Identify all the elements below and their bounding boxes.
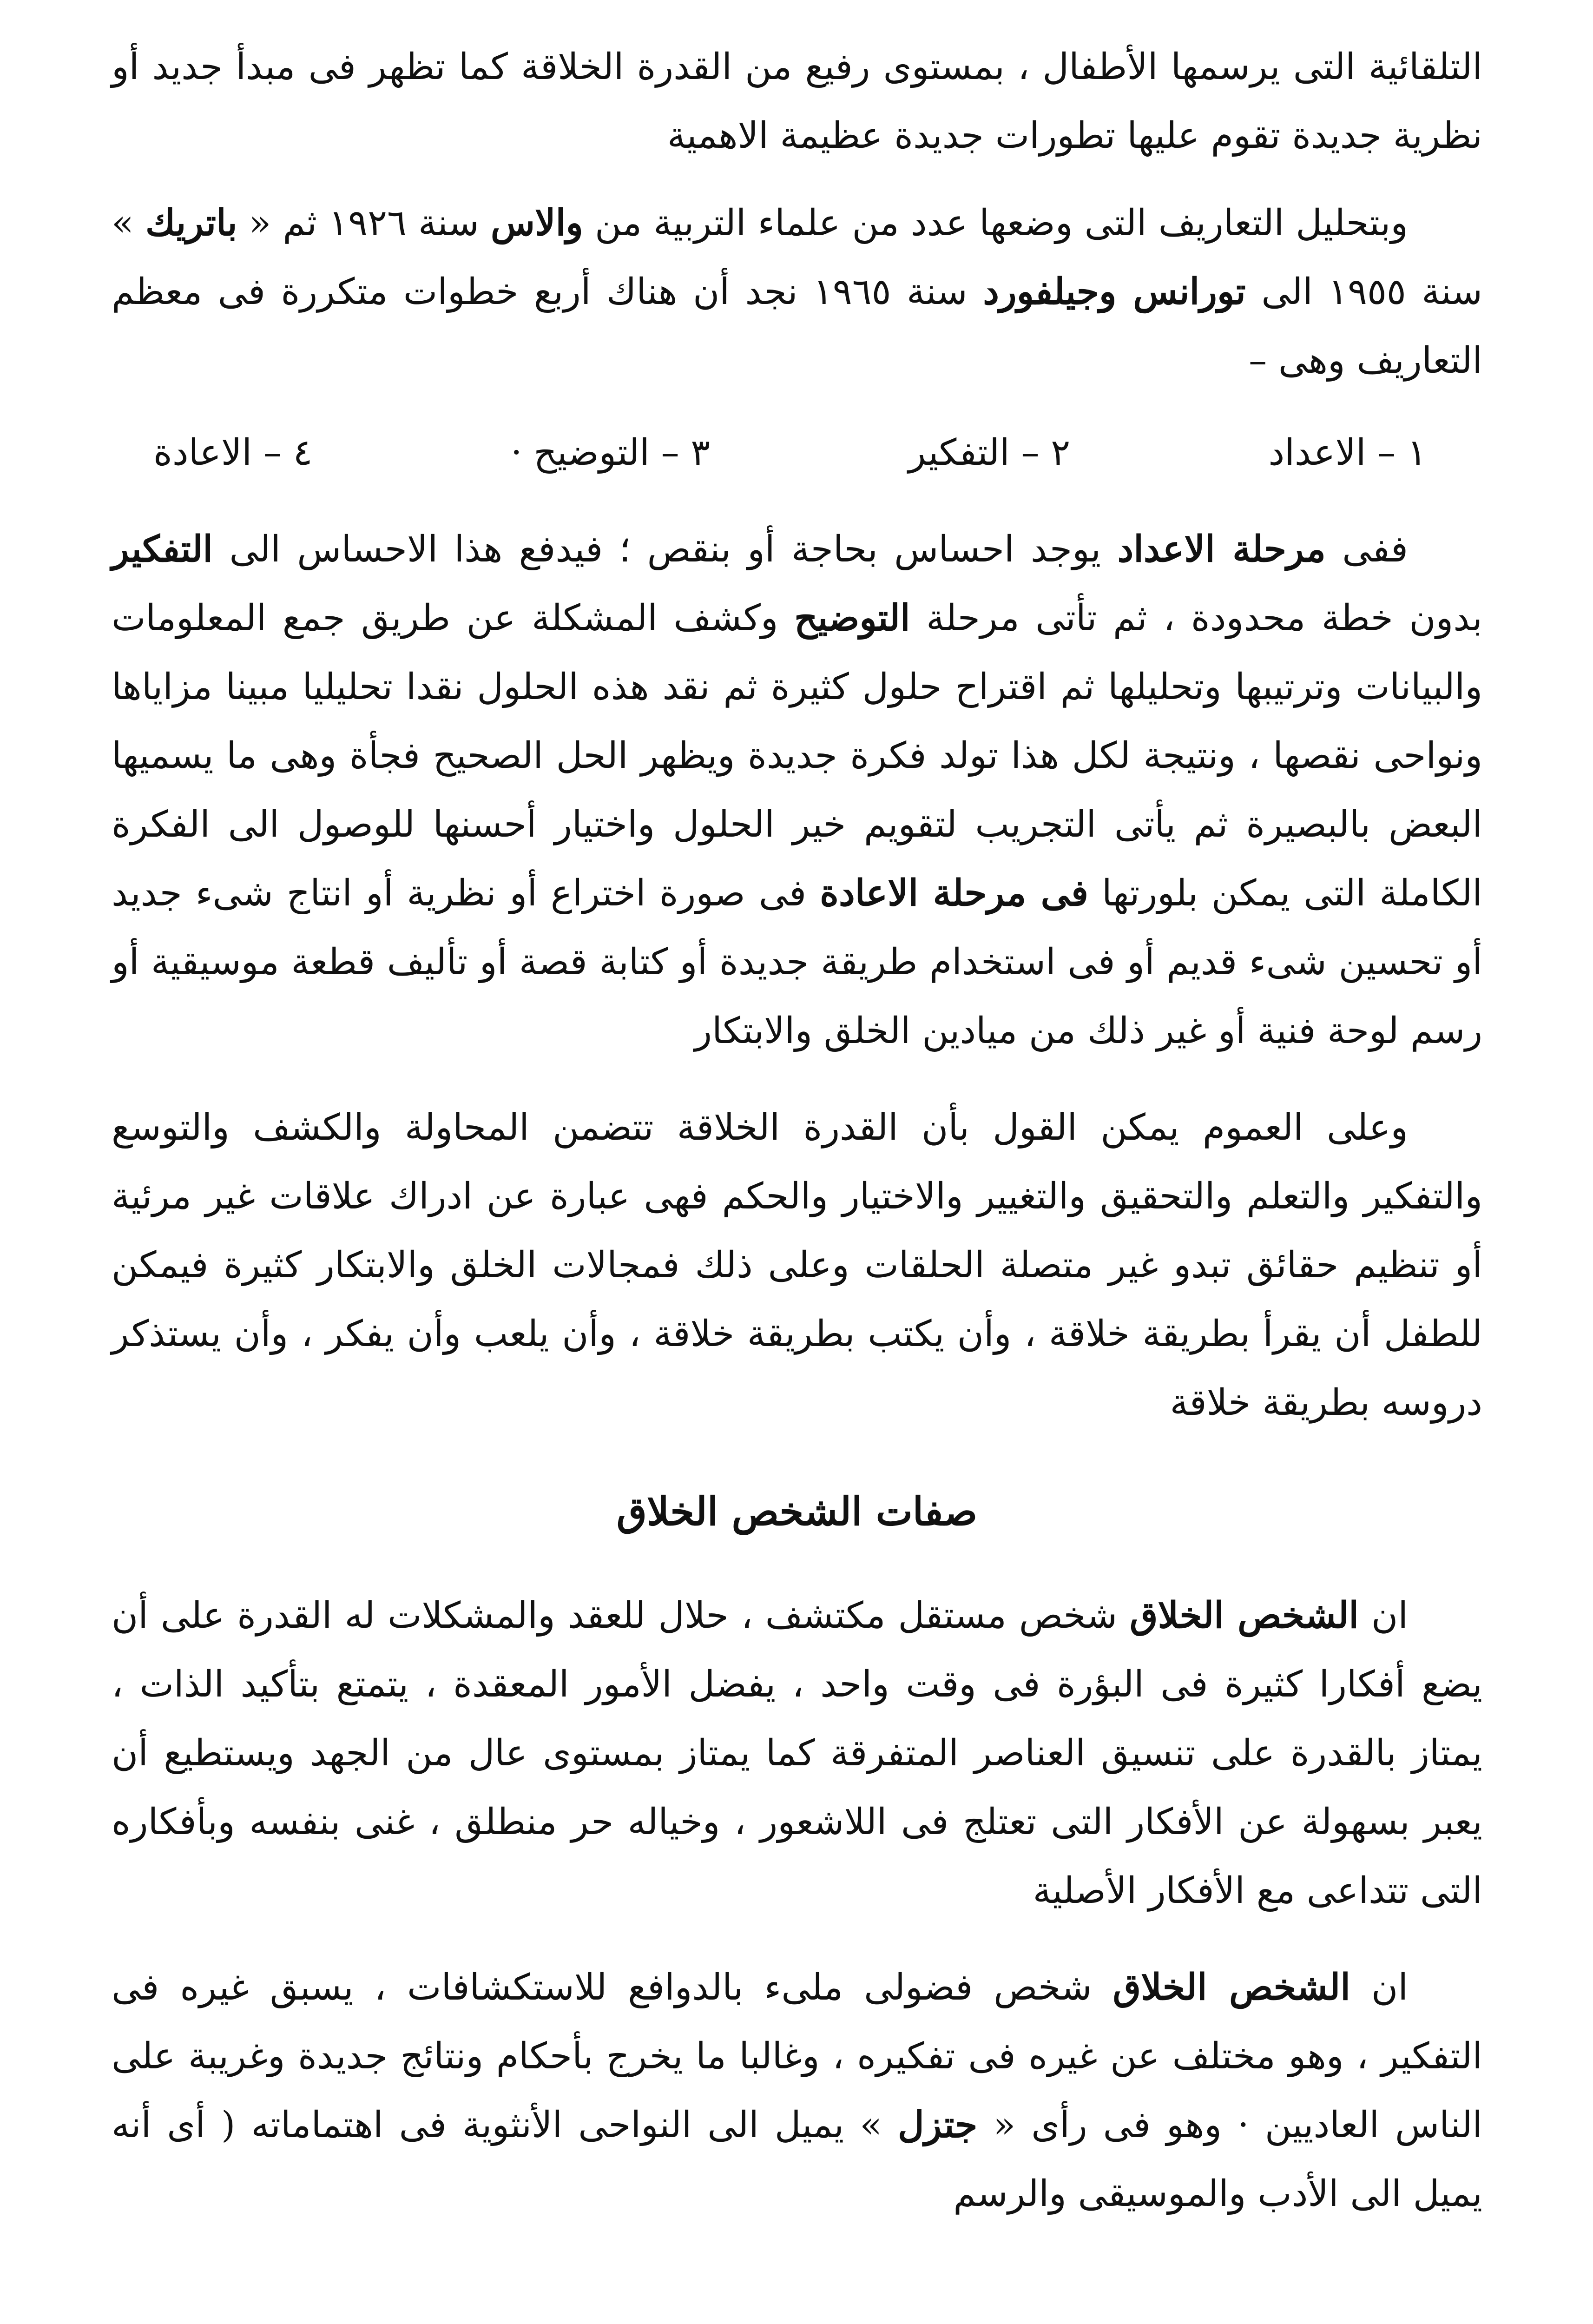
paragraph-text: شخص فضولى ملىء بالدوافع للاستكشافات ، يسبق غيره فى التفكير ، وهو مختلف عن غيره فى تفكيره ، وغالبا ما يخرج بأحكام ونتائج جديدة وغريبة على الناس العاديين · وهو فى رأى « [112, 1967, 1483, 2146]
bold-term-clarification: التوضيح [794, 597, 910, 639]
paragraph-continuation [112, 33, 1482, 170]
bold-name-torrance-guilford: تورانس وجيلفورد [983, 271, 1246, 313]
paragraph-text: وعلى العموم يمكن القول بأن القدرة الخلاقة تتضمن المحاولة والكشف والتوسع والتفكير والتعلم والتحقيق والتغيير والاختيار والحكم فهى عبارة عن ادراك علاقات غير مرئية أو تنظيم حقائق تبدو غير متصلة الحلقات وعلى ذلك فمجالات الخلق والابتكار كثيرة فيمكن للطفل أن يقرأ بطريقة خلاقة ، وأن يكتب بطريقة خلاقة ، وأن يلعب وأن يفكر ، وأن يستذكر دروسه بطريقة خلاقة [112, 1107, 1482, 1424]
paragraph-stages [112, 515, 1482, 1065]
step-item-preparation: ١ – الاعداد [1268, 432, 1427, 474]
step-item-thinking: ٢ – التفكير [908, 432, 1071, 474]
paragraph-text: سنة ١٩٢٦ ثم « [237, 202, 491, 244]
bold-term-preparation-stage: مرحلة الاعداد [1117, 528, 1326, 570]
paragraph-definitions [112, 189, 1482, 395]
steps-list [153, 418, 1427, 487]
bold-term-creative-person: الشخص الخلاق [1130, 1594, 1359, 1637]
paragraph-text: ان [1350, 1967, 1408, 2008]
paragraph-text: » سنة ١٩٥٥ الى [112, 202, 1482, 313]
spacer [112, 1925, 1482, 1953]
section-heading: صفات الشخص الخلاق [616, 1488, 978, 1534]
paragraph-traits-1 [112, 1581, 1482, 1925]
paragraph-text: وبتحليل التعاريف التى وضعها عدد من علماء التربية من [583, 202, 1408, 244]
paragraph-text: التلقائية التى يرسمها الأطفال ، بمستوى رفيع من القدرة الخلاقة كما تظهر فى مبدأ جديد أو نظرية جديدة تقوم عليها تطورات جديدة عظيمة الاهمية [112, 46, 1482, 157]
paragraph-text: بدون خطة محدودة ، ثم تأتى مرحلة [910, 597, 1482, 639]
bold-name-patrick: باتريك [145, 202, 237, 244]
bold-name-wallas: والاس [490, 202, 583, 244]
paragraph-text: فى صورة اختراع أو نظرية أو انتاج شىء جديد أو تحسين شىء قديم أو فى استخدام طريقة جديدة أو كتابة قصة أو تأليف قطعة موسيقية أو رسم لوحة فنية أو غير ذلك من ميادين الخلق والابتكار [112, 872, 1482, 1052]
document-page [112, 33, 1482, 2324]
spacer [112, 1065, 1482, 1093]
bold-term-repetition-stage: فى مرحلة الاعادة [820, 872, 1088, 914]
bold-term-creative-person: الشخص الخلاق [1112, 1966, 1350, 2008]
step-item-repetition: ٤ – الاعادة [153, 432, 313, 474]
bold-term-thinking: التفكير [112, 528, 213, 570]
paragraph-text: شخص مستقل مكتشف ، حلال للعقد والمشكلات له القدرة على أن يضع أفكارا كثيرة فى البؤرة فى وقت واحد ، يفضل الأمور المعقدة ، يتمتع بتأكيد الذات ، يمتاز بالقدرة على تنسيق العناصر المتفرقة كما يمتاز بمستوى عال من الجهد ويستطيع أن يعبر بسهولة عن الأفكار التى تعتلج فى اللاشعور ، وخياله حر منطلق ، غنى بنفسه وبأفكاره التى تتداعى مع الأفكار الأصلية [112, 1595, 1482, 1912]
paragraph-general [112, 1093, 1482, 1437]
paragraph-text: سنة ١٩٦٥ نجد أن هناك أربع خطوات متكررة فى معظم التعاريف وهى – [112, 271, 1482, 382]
paragraph-text: ان [1359, 1595, 1408, 1637]
paragraph-text: وكشف المشكلة عن طريق جمع المعلومات والبيانات وترتيبها وتحليلها ثم اقتراح حلول كثيرة ثم نقد هذه الحلول نقدا تحليليا مبينا مزاياها ونواحى نقصها ، ونتيجة لكل هذا تولد فكرة جديدة ويظهر الحل الصحيح فجأة وهى ما يسميها البعض بالبصيرة ثم يأتى التجريب لتقويم خير الحلول واختيار أحسنها للوصول الى الفكرة الكاملة التى يمكن بلورتها [112, 597, 1482, 914]
step-item-clarification: ٣ – التوضيح · [510, 432, 711, 474]
paragraph-text: » يميل الى النواحى الأنثوية فى اهتماماته ( أى أنه يميل الى الأدب والموسيقى والرسم [112, 2104, 1482, 2215]
paragraph-traits-2 [112, 1953, 1482, 2228]
bold-name-getzels: جتزل [898, 2104, 978, 2146]
paragraph-text: يوجد احساس بحاجة أو بنقص ؛ فيدفع هذا الاحساس الى [213, 528, 1118, 570]
paragraph-text: ففى [1325, 528, 1409, 570]
